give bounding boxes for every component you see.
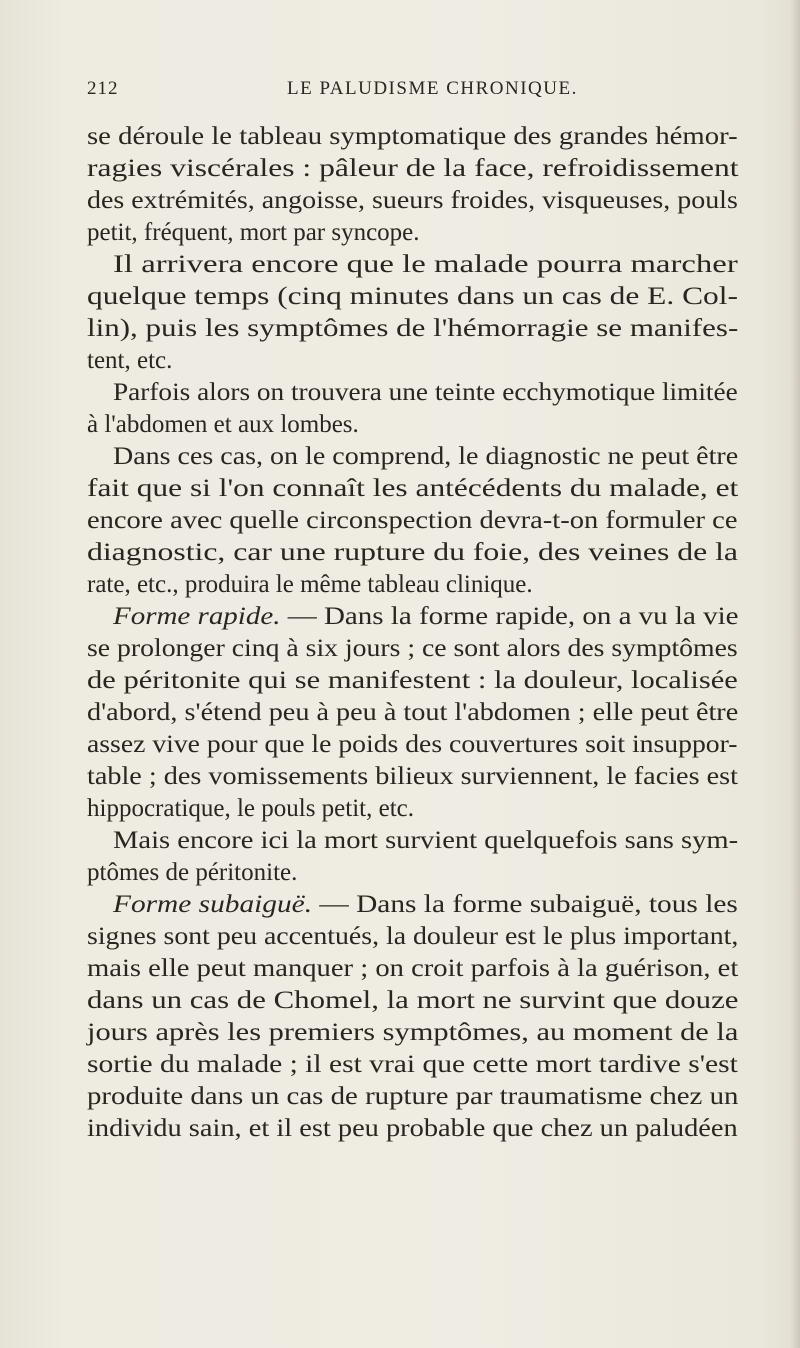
section-heading: Forme subaiguë. <box>113 891 313 918</box>
text-line <box>87 345 172 377</box>
text-line <box>87 985 738 1017</box>
line-text: Dans ces cas, on le comprend, le diagnostic ne peut être <box>113 443 739 470</box>
line-text: se déroule le tableau symptomatique des grandes hémor- <box>87 123 738 150</box>
line-text: petit, fréquent, mort par syncope. <box>87 219 420 246</box>
line-text: se prolonger cinq à six jours ; ce sont alors des symptômes <box>87 635 738 662</box>
line-text: lin), puis les symptômes de l'hémorragie se manifes- <box>87 315 739 342</box>
text-line <box>87 281 738 313</box>
line-text: mais elle peut manquer ; on croit parfois à la guérison, et <box>87 955 739 982</box>
page-header <box>87 78 727 108</box>
page-number: 212 <box>87 78 119 99</box>
text-line <box>87 1081 738 1113</box>
line-text: tent, etc. <box>87 347 173 374</box>
text-line <box>87 505 737 537</box>
line-text: — Dans la forme subaiguë, tous les <box>312 891 738 918</box>
text-line <box>87 1113 738 1145</box>
line-text: dans un cas de Chomel, la mort ne survint que douze <box>87 987 739 1014</box>
text-line <box>87 793 414 825</box>
line-text: ragies viscérales : pâleur de la face, refroidissement <box>87 155 739 182</box>
text-line <box>87 153 739 185</box>
line-text: diagnostic, car une rupture du foie, des veines de la <box>87 539 739 566</box>
line-text: ptômes de péritonite. <box>87 859 298 886</box>
line-text: fait que si l'on connaît les antécédents du malade, et <box>87 475 739 502</box>
line-text: à l'abdomen et aux lombes. <box>87 411 359 438</box>
text-line <box>87 569 533 601</box>
line-text: d'abord, s'étend peu à peu à tout l'abdomen ; elle peut être <box>87 699 739 726</box>
text-line <box>87 537 738 569</box>
line-text: table ; des vomissements bilieux surviennent, le facies est <box>87 763 738 790</box>
text-line <box>87 409 359 441</box>
text-line <box>87 857 297 889</box>
text-line <box>87 665 738 697</box>
text-line <box>87 921 738 953</box>
text-line <box>87 313 738 345</box>
line-text: rate, etc., produira le même tableau clinique. <box>87 571 533 598</box>
text-line <box>113 889 738 921</box>
running-title: LE PALUDISME CHRONIQUE. <box>287 78 578 99</box>
line-text: Mais encore ici la mort survient quelquefois sans sym- <box>113 827 739 854</box>
page-edge-shadow <box>790 0 800 1348</box>
text-line <box>87 121 738 153</box>
text-line <box>113 377 738 409</box>
text-line <box>113 441 738 473</box>
text-line <box>87 729 738 761</box>
text-line <box>113 825 738 857</box>
line-text: signes sont peu accentués, la douleur est le plus important, <box>87 923 739 950</box>
line-text: Parfois alors on trouvera une teinte ecchymotique limitée <box>113 379 738 406</box>
line-text: de péritonite qui se manifestent : la douleur, localisée <box>87 667 738 694</box>
line-text: jours après les premiers symptômes, au moment de la <box>87 1019 739 1046</box>
line-text: hippocratique, le pouls petit, etc. <box>87 795 414 822</box>
text-line <box>113 601 739 633</box>
text-line <box>87 1017 738 1049</box>
line-text: sortie du malade ; il est vrai que cette mort tardive s'est <box>87 1051 738 1078</box>
line-text: des extrémités, angoisse, sueurs froides, visqueuses, pouls <box>87 187 738 214</box>
line-text: individu sain, et il est peu probable que chez un paludéen <box>87 1115 738 1142</box>
text-line <box>87 473 738 505</box>
text-line <box>113 249 738 281</box>
text-line <box>87 185 738 217</box>
section-heading: Forme rapide. <box>113 603 281 630</box>
line-text: quelque temps (cinq minutes dans un cas de E. Col- <box>87 283 738 310</box>
text-line <box>87 217 420 249</box>
text-line <box>87 761 738 793</box>
line-text: — Dans la forme rapide, on a vu la vie <box>280 603 739 630</box>
line-text: encore avec quelle circonspection devra-t-on formuler ce <box>87 507 738 534</box>
text-line <box>87 697 738 729</box>
text-line <box>87 633 738 665</box>
line-text: assez vive pour que le poids des couvertures soit insuppor- <box>87 731 738 758</box>
line-text: Il arrivera encore que le malade pourra marcher <box>113 251 738 278</box>
text-line <box>87 953 738 985</box>
line-text: produite dans un cas de rupture par traumatisme chez un <box>87 1083 739 1110</box>
text-line <box>87 1049 738 1081</box>
